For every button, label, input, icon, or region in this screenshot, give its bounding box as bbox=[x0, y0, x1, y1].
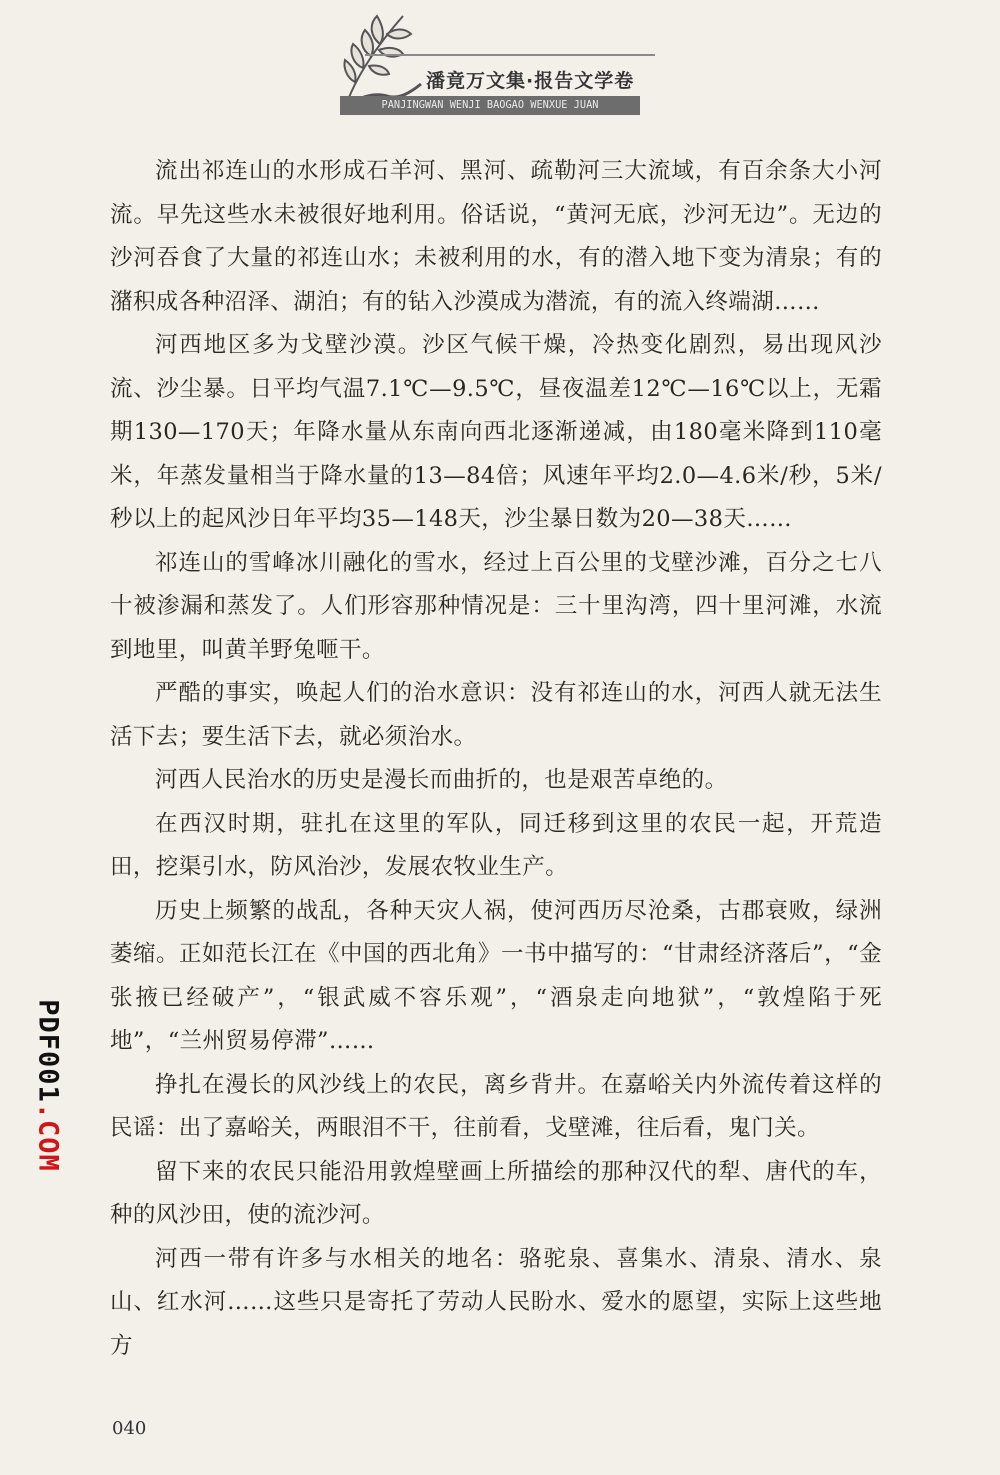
watermark-text: PDF001 bbox=[32, 999, 64, 1103]
series-pinyin-banner: PANJINGWAN WENJI BAOGAO WENXUE JUAN bbox=[340, 96, 640, 115]
paragraph: 留下来的农民只能沿用敦煌壁画上所描绘的那种汉代的犁、唐代的车，种的风沙田，使的流沙河。 bbox=[110, 1158, 882, 1228]
header-rule bbox=[365, 54, 655, 56]
site-watermark bbox=[33, 986, 64, 1186]
paragraph: 挣扎在漫长的风沙线上的农民，离乡背井。在嘉峪关内外流传着这样的民谣：出了嘉峪关，两眼泪不干，往前看，戈壁滩，往后看，鬼门关。 bbox=[110, 1071, 882, 1141]
paragraph: 河西一带有许多与水相关的地名：骆驼泉、喜集水、清泉、清水、泉山、红水河……这些只是寄托了劳动人民盼水、爱水的愿望，实际上这些地方 bbox=[110, 1245, 882, 1359]
body-text bbox=[110, 150, 882, 1368]
paragraph: 河西地区多为戈壁沙漠。沙区气候干燥，冷热变化剧烈，易出现风沙流、沙尘暴。日平均气温7.1℃—9.5℃，昼夜温差12℃—16℃以上，无霜期130—170天；年降水量从东南向西北逐渐递减，由180毫米降到110毫米，年蒸发量相当于降水量的13—84倍；风速年平均2.0—4.6米/秒，5米/秒以上的起风沙日年平均35—148天，沙尘暴日数为20—38天…… bbox=[110, 332, 882, 532]
series-title: 潘竟万文集·报告文学卷 bbox=[426, 70, 635, 92]
paragraph: 在西汉时期，驻扎在这里的军队，同迁移到这里的农民一起，开荒造田，挖渠引水，防风治沙，发展农牧业生产。 bbox=[110, 810, 882, 880]
page-number: 040 bbox=[112, 1418, 147, 1439]
paragraph: 祁连山的雪峰冰川融化的雪水，经过上百公里的戈壁沙滩，百分之七八十被渗漏和蒸发了。人们形容那种情况是：三十里沟湾，四十里河滩，水流到地里，叫黄羊野兔咂干。 bbox=[110, 549, 882, 663]
paragraph: 严酷的事实，唤起人们的治水意识：没有祁连山的水，河西人就无法生活下去；要生活下去，就必须治水。 bbox=[110, 680, 882, 750]
watermark-domain: .COM bbox=[32, 1102, 64, 1172]
paragraph: 历史上频繁的战乱，各种天灾人祸，使河西历尽沧桑，古郡衰败，绿洲萎缩。正如范长江在《中国的西北角》一书中描写的：“甘肃经济落后”，“金张掖已经破产”，“银武威不容乐观”，“酒泉走向地狱”，“敦煌陷于死地”，“兰州贸易停滞”…… bbox=[110, 897, 882, 1054]
paragraph: 河西人民治水的历史是漫长而曲折的，也是艰苦卓绝的。 bbox=[155, 767, 728, 793]
paragraph: 流出祁连山的水形成石羊河、黑河、疏勒河三大流域，有百余条大小河流。早先这些水未被很好地利用。俗话说，“黄河无底，沙河无边”。无边的沙河吞食了大量的祁连山水；未被利用的水，有的潜入地下变为清泉；有的潴积成各种沼泽、湖泊；有的钻入沙漠成为潜流，有的流入终端湖…… bbox=[110, 158, 882, 315]
